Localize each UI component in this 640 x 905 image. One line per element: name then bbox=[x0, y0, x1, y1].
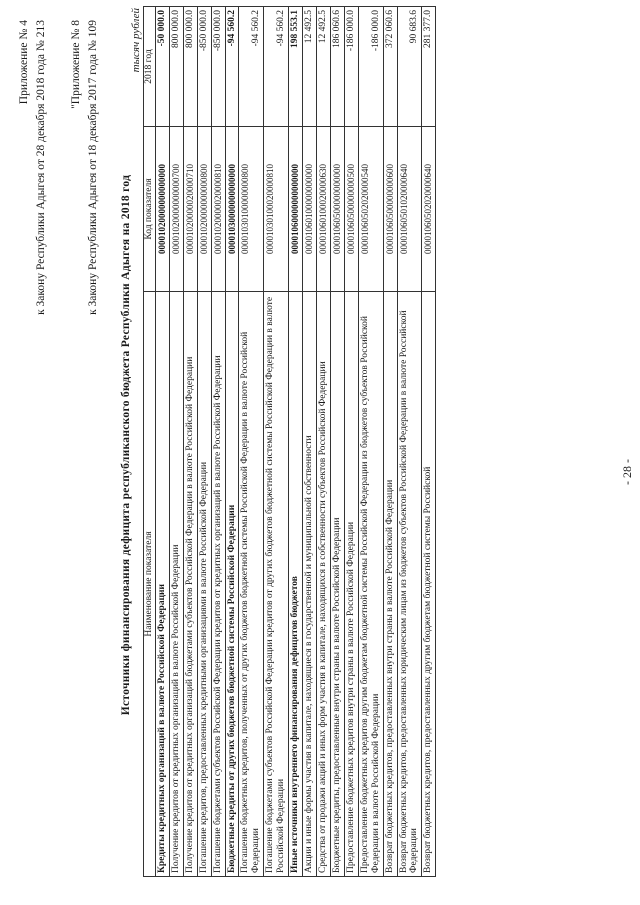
row-code-cell: 00001020000000000000 bbox=[155, 127, 169, 292]
page-number: - 28 - bbox=[620, 459, 634, 485]
row-amount-cell: -186 000.0 bbox=[358, 7, 383, 127]
table-row bbox=[316, 7, 330, 877]
row-amount-cell: 281 377.0 bbox=[422, 7, 436, 127]
appendix-law-reference: к Закону Республики Адыгея от 28 декабря 2018 года № 213 bbox=[35, 20, 47, 315]
row-code-cell: 00001060502020000640 bbox=[422, 127, 436, 292]
document-title: Источники финансирования дефицита республиканского бюджета Республики Адыгея на 2018 год bbox=[120, 174, 132, 716]
row-name-cell: Предоставление бюджетных кредитов другим бюджетам бюджетной системы Российской Федерации из бюджетов субъектов Российской Федерации в валюте Российской Федерации bbox=[358, 292, 383, 877]
row-code-cell: 00001060100000000000 bbox=[303, 127, 317, 292]
row-amount-cell: 800 000.0 bbox=[183, 7, 197, 127]
row-code-cell: 00001020000000000800 bbox=[197, 127, 211, 292]
row-amount-cell: 800 000.0 bbox=[169, 7, 183, 127]
row-amount-cell: -850 000.0 bbox=[197, 7, 211, 127]
table-row bbox=[211, 7, 225, 877]
row-name-cell: Кредиты кредитных организаций в валюте Российской Федерации bbox=[155, 292, 169, 877]
row-amount-cell: 198 553.1 bbox=[289, 7, 303, 127]
row-amount-cell: 12 492.5 bbox=[303, 7, 317, 127]
row-amount-cell: -186 000.0 bbox=[344, 7, 358, 127]
row-code-cell: 00001060500000000600 bbox=[383, 127, 397, 292]
row-amount-cell: -850 000.0 bbox=[211, 7, 225, 127]
row-name-cell: Погашение бюджетами субъектов Российской Федерации кредитов от кредитных организаций в валюте Российской Федерации bbox=[211, 292, 225, 877]
row-name-cell: Бюджетные кредиты, предоставленные внутри страны в валюте Российской Федерации bbox=[330, 292, 344, 877]
header-indicator-code: Код показателя bbox=[144, 127, 156, 292]
table-row bbox=[344, 7, 358, 877]
row-name-cell: Предоставление бюджетных кредитов внутри страны в валюте Российской Федерации bbox=[344, 292, 358, 877]
table-row bbox=[383, 7, 397, 877]
row-name-cell: Акции и иные формы участия в капитале, находящиеся в государственной и муниципальной собственности bbox=[303, 292, 317, 877]
row-code-cell: 00001020000000000700 bbox=[169, 127, 183, 292]
table-row bbox=[197, 7, 211, 877]
row-code-cell: 00001020000020000710 bbox=[183, 127, 197, 292]
table-row bbox=[397, 7, 422, 877]
table-row bbox=[289, 7, 303, 877]
table-row bbox=[264, 7, 289, 877]
table-row bbox=[303, 7, 317, 877]
row-code-cell: 00001060502020000540 bbox=[358, 127, 383, 292]
row-name-cell: Погашение кредитов, предоставленных кредитными организациями в валюте Российской Федерации bbox=[197, 292, 211, 877]
header-indicator-name: Наименование показателя bbox=[144, 292, 156, 877]
row-name-cell: Возврат бюджетных кредитов, предоставленных внутри страны в валюте Российской Федерации bbox=[383, 292, 397, 877]
row-name-cell: Бюджетные кредиты от других бюджетов бюджетной системы Российской Федерации bbox=[225, 292, 239, 877]
table-row bbox=[169, 7, 183, 877]
row-code-cell: 00001060501020000640 bbox=[397, 127, 422, 292]
row-code-cell: 00001030100020000810 bbox=[264, 127, 289, 292]
row-amount-cell: -94 560.2 bbox=[225, 7, 239, 127]
table-row bbox=[330, 7, 344, 877]
table-row bbox=[239, 7, 264, 877]
row-name-cell: Получение кредитов от кредитных организаций бюджетами субъектов Российской Федерации в валюте Российской Федерации bbox=[183, 292, 197, 877]
row-code-cell: 00001060100020000630 bbox=[316, 127, 330, 292]
row-name-cell: Получение кредитов от кредитных организаций в валюте Российской Федерации bbox=[169, 292, 183, 877]
row-amount-cell: 90 683.6 bbox=[397, 7, 422, 127]
row-code-cell: 00001020000020000810 bbox=[211, 127, 225, 292]
row-name-cell: Погашение бюджетных кредитов, полученных от других бюджетов бюджетной системы Российской Федерации в валюте Российской Федерации bbox=[239, 292, 264, 877]
row-name-cell: Возврат бюджетных кредитов, предоставленных другим бюджетам бюджетной системы Российской bbox=[422, 292, 436, 877]
row-name-cell: Погашение бюджетами субъектов Российской Федерации кредитов от других бюджетов бюджетной системы Российской Федерации в валюте Российской Федерации bbox=[264, 292, 289, 877]
appendix-number: Приложение № 4 bbox=[18, 20, 30, 105]
table-row bbox=[422, 7, 436, 877]
table-row bbox=[358, 7, 383, 877]
row-code-cell: 00001060500000000000 bbox=[330, 127, 344, 292]
table-row bbox=[183, 7, 197, 877]
row-amount-cell: -94 560.2 bbox=[239, 7, 264, 127]
row-name-cell: Средства от продажи акций и иных форм участия в капитале, находящихся в собственности субъектов Российской Федерации bbox=[316, 292, 330, 877]
row-code-cell: 00001060500000000500 bbox=[344, 127, 358, 292]
row-name-cell: Возврат бюджетных кредитов, предоставленных юридическим лицам из бюджетов субъектов Российской Федерации в валюте Российской Федерации bbox=[397, 292, 422, 877]
header-year-amount: 2018 год bbox=[144, 7, 156, 127]
appendix-original-number: "Приложение № 8 bbox=[70, 20, 82, 109]
row-code-cell: 00001060000000000000 bbox=[289, 127, 303, 292]
units-label: тысяч рублей bbox=[130, 8, 142, 73]
row-amount-cell: 12 492.5 bbox=[316, 7, 330, 127]
table-header-row bbox=[144, 7, 156, 877]
table-row bbox=[155, 7, 169, 877]
financing-sources-table bbox=[143, 6, 436, 877]
appendix-original-law-reference: к Закону Республики Адыгея от 18 декабря 2017 года № 109 bbox=[87, 20, 99, 315]
row-amount-cell: -50 000.0 bbox=[155, 7, 169, 127]
row-name-cell: Иные источники внутреннего финансирования дефицитов бюджетов bbox=[289, 292, 303, 877]
row-code-cell: 00001030000000000000 bbox=[225, 127, 239, 292]
table-row bbox=[225, 7, 239, 877]
row-amount-cell: -94 560.2 bbox=[264, 7, 289, 127]
row-amount-cell: 186 060.6 bbox=[330, 7, 344, 127]
row-amount-cell: 372 060.6 bbox=[383, 7, 397, 127]
row-code-cell: 00001030100000000800 bbox=[239, 127, 264, 292]
